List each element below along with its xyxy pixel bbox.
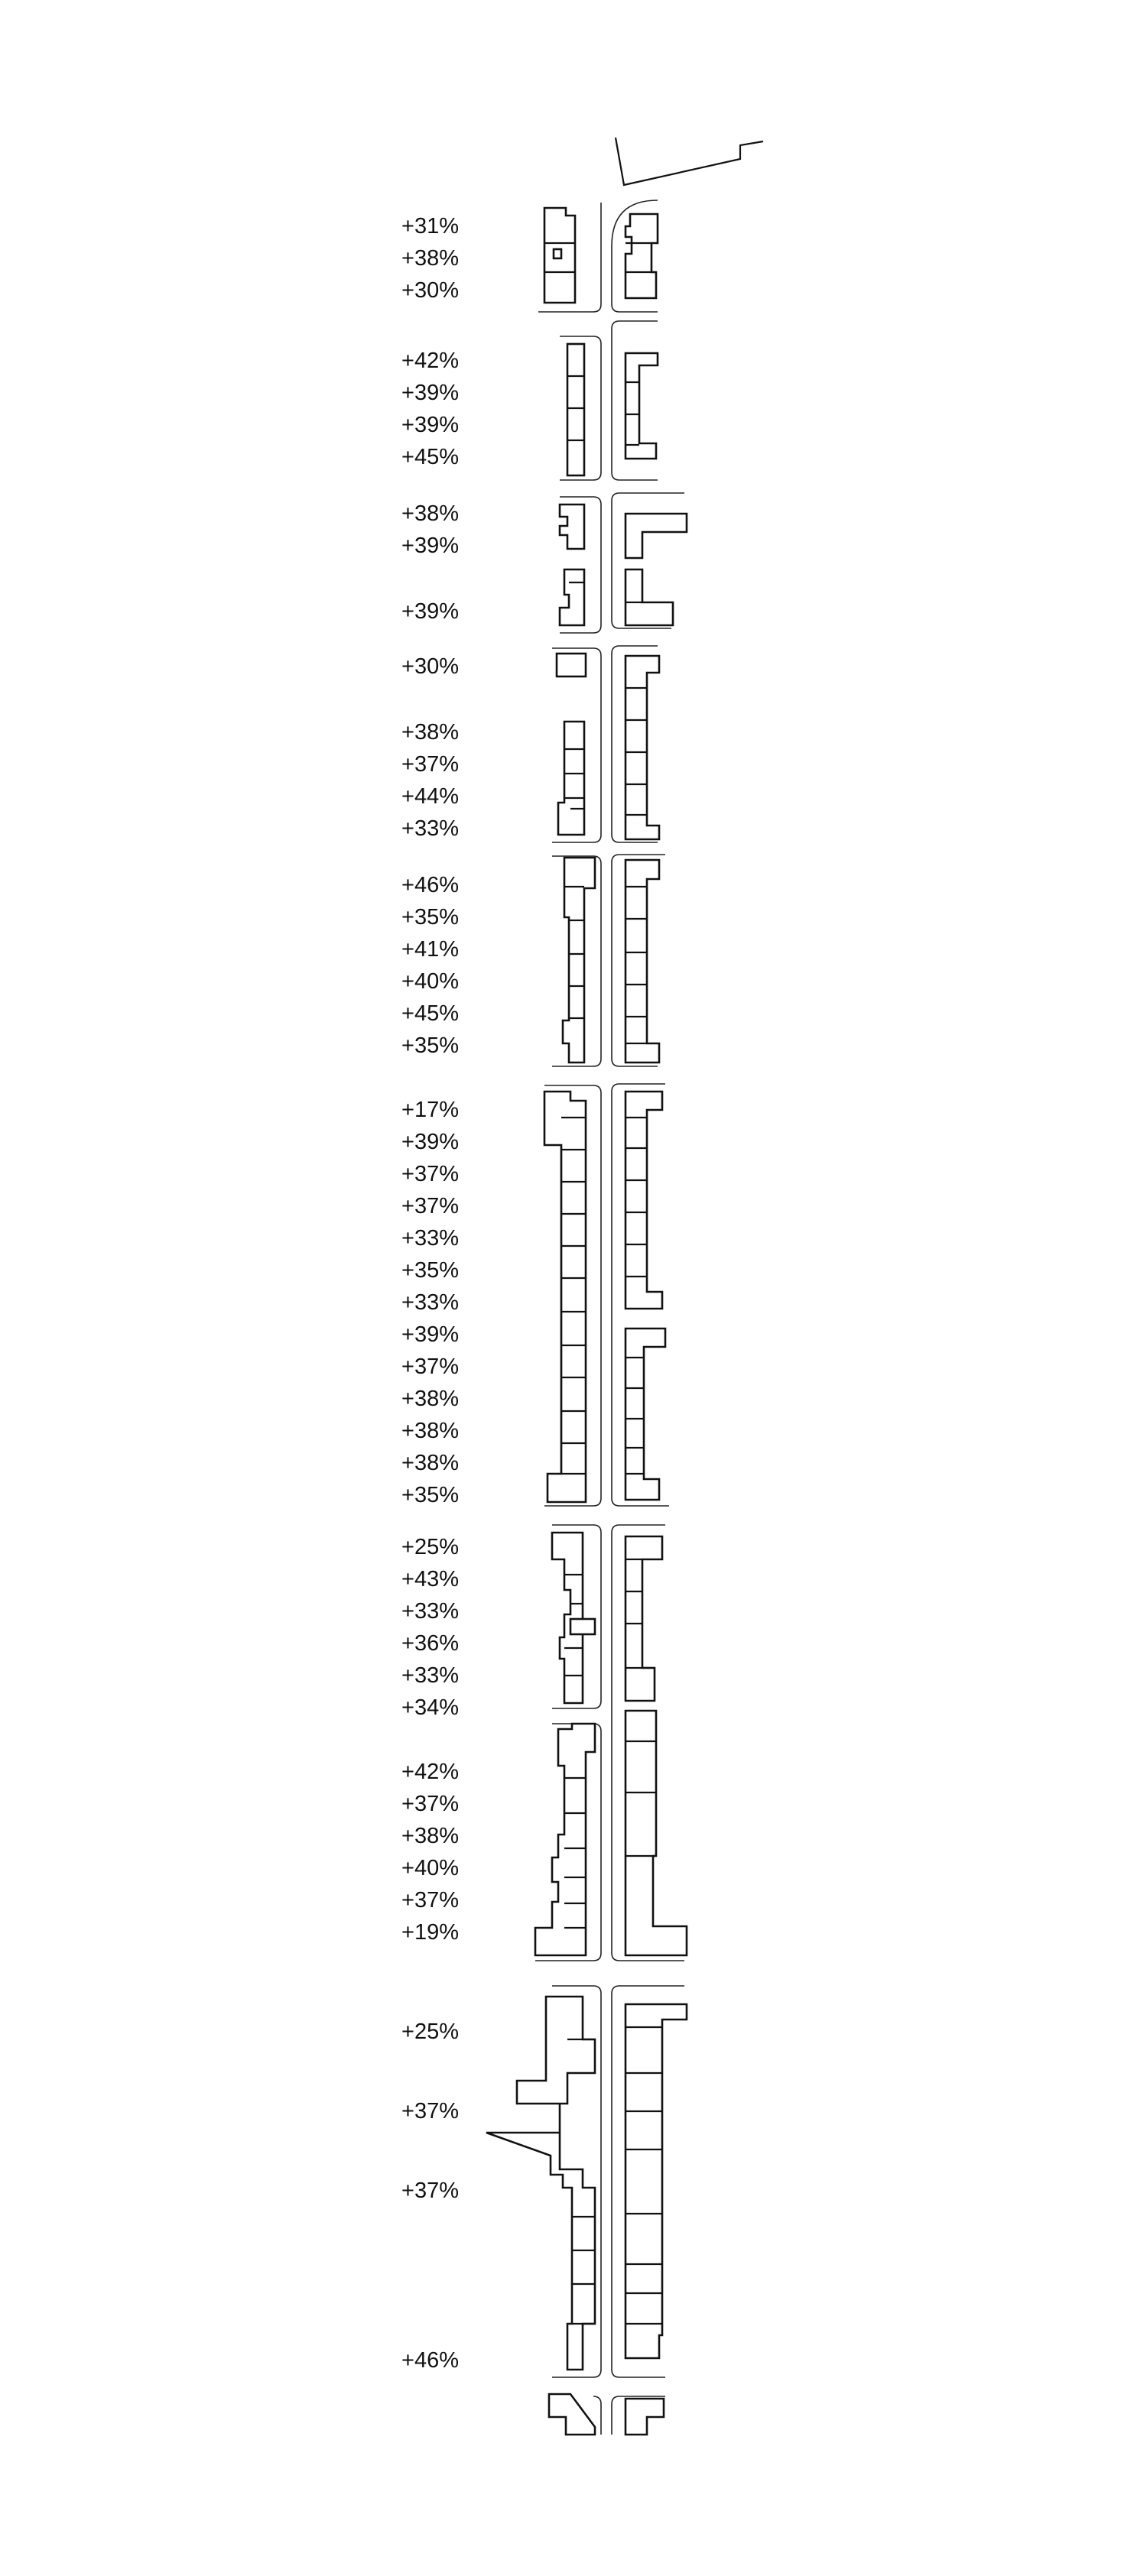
growth-label: +35% [401, 1483, 459, 1507]
growth-label: +46% [401, 873, 459, 897]
growth-label: +33% [401, 1226, 459, 1251]
growth-label: +33% [401, 1663, 459, 1688]
growth-label: +39% [401, 1322, 459, 1347]
growth-label: +38% [401, 720, 459, 745]
growth-label: +38% [401, 501, 459, 526]
growth-label: +19% [401, 1920, 459, 1945]
growth-label: +39% [401, 381, 459, 405]
growth-label: +44% [401, 784, 459, 809]
growth-label: +43% [401, 1567, 459, 1591]
growth-label: +17% [401, 1098, 459, 1122]
growth-label: +45% [401, 445, 459, 469]
growth-label: +38% [401, 1419, 459, 1443]
growth-label: +38% [401, 1387, 459, 1411]
growth-label: +39% [401, 1130, 459, 1154]
growth-label: +35% [401, 1258, 459, 1283]
growth-label: +40% [401, 1856, 459, 1880]
growth-label: +25% [401, 1535, 459, 1559]
growth-label: +38% [401, 246, 459, 271]
growth-label: +30% [401, 278, 459, 303]
growth-label: +39% [401, 534, 459, 558]
growth-label: +35% [401, 905, 459, 930]
growth-label: +25% [401, 2020, 459, 2044]
growth-label: +38% [401, 1451, 459, 1475]
growth-label: +37% [401, 1355, 459, 1379]
growth-label: +33% [401, 816, 459, 841]
growth-label: +33% [401, 1290, 459, 1315]
growth-label: +37% [401, 1194, 459, 1218]
growth-label: +37% [401, 752, 459, 777]
growth-label: +40% [401, 969, 459, 994]
growth-label: +36% [401, 1631, 459, 1656]
growth-label: +34% [401, 1695, 459, 1720]
growth-label: +39% [401, 413, 459, 437]
growth-label: +41% [401, 937, 459, 962]
growth-label: +42% [401, 1760, 459, 1784]
growth-label: +37% [401, 1162, 459, 1186]
growth-label: +39% [401, 599, 459, 624]
growth-label: +42% [401, 349, 459, 373]
growth-label: +45% [401, 1001, 459, 1026]
growth-label: +37% [401, 1888, 459, 1913]
growth-label: +33% [401, 1599, 459, 1624]
growth-label: +37% [401, 2179, 459, 2203]
growth-label: +37% [401, 2099, 459, 2123]
growth-label: +46% [401, 2348, 459, 2373]
growth-label: +31% [401, 214, 459, 238]
growth-label: +35% [401, 1033, 459, 1058]
growth-label: +30% [401, 654, 459, 679]
growth-label: +37% [401, 1792, 459, 1816]
growth-label: +38% [401, 1824, 459, 1848]
